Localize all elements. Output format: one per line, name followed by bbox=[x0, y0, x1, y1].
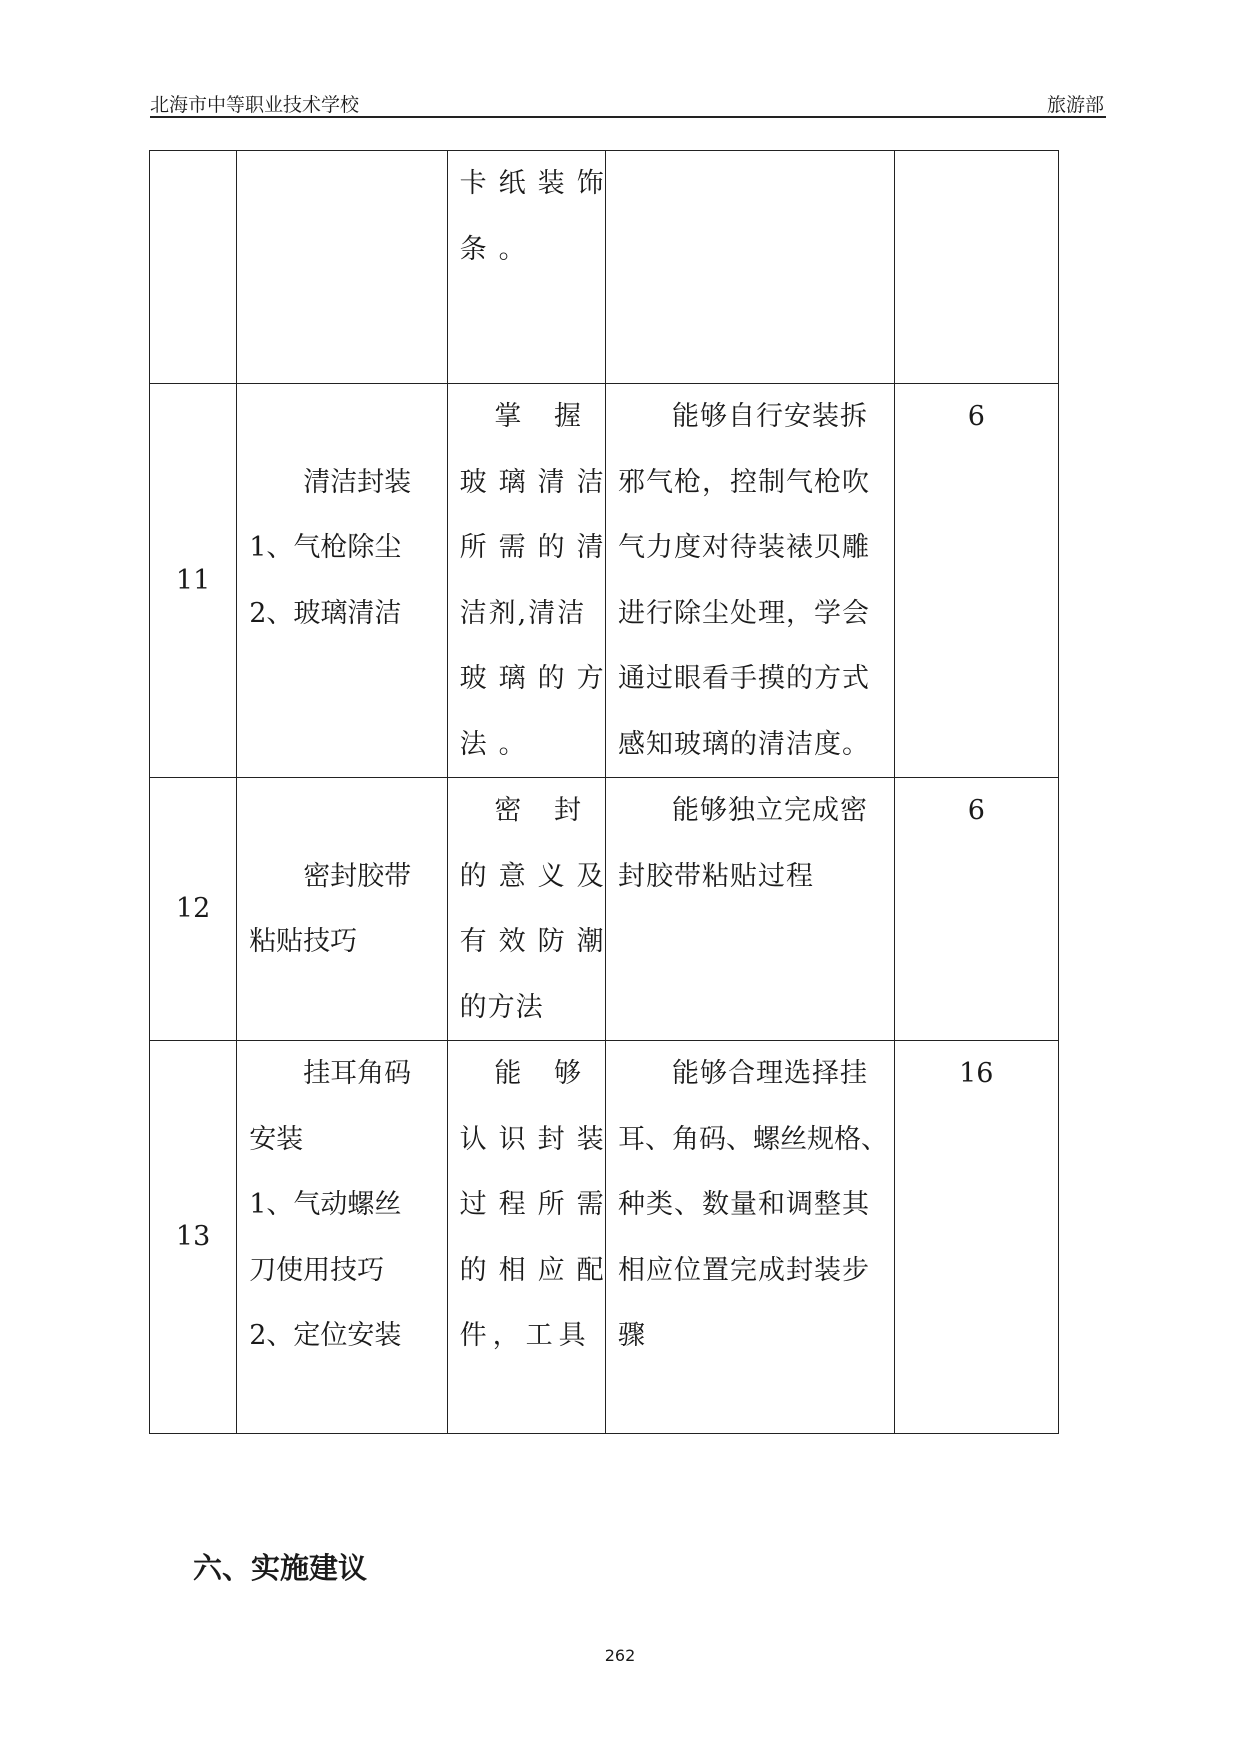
knowledge-cell bbox=[447, 384, 616, 778]
skills-line: 耳、角码、螺丝规格、 bbox=[617, 1123, 888, 1155]
table-row bbox=[150, 778, 1059, 1041]
skills-line: 骤 bbox=[617, 1320, 646, 1351]
row-number: 13 bbox=[150, 1041, 237, 1434]
skills-line: 能够自行安装拆 bbox=[671, 401, 868, 432]
knowledge-line: 的意义及 bbox=[459, 860, 616, 892]
knowledge-line: 有效防潮 bbox=[459, 926, 616, 957]
skills-line: 感知玻璃的清洁度。 bbox=[617, 728, 870, 760]
knowledge-line: 掌 握 bbox=[494, 401, 593, 432]
knowledge-line: 的方法 bbox=[459, 991, 544, 1023]
content-line: 1、气动螺丝 bbox=[249, 1189, 402, 1220]
content-cell bbox=[237, 384, 447, 778]
section-title: 六、实施建议 bbox=[193, 1551, 368, 1585]
knowledge-line: 卡纸装饰 bbox=[459, 168, 616, 199]
skills-line: 能够合理选择挂 bbox=[671, 1058, 868, 1089]
row-number: 11 bbox=[150, 384, 237, 778]
content-line bbox=[249, 384, 434, 450]
skills-cell bbox=[605, 778, 894, 1041]
skills-line: 种类、数量和调整其 bbox=[617, 1189, 870, 1220]
row-number bbox=[150, 151, 237, 384]
knowledge-cell bbox=[447, 151, 616, 384]
skills-line: 通过眼看手摸的方式 bbox=[617, 663, 870, 694]
knowledge-line: 所需的清 bbox=[459, 532, 616, 563]
hours-cell: 6 bbox=[894, 778, 1058, 1041]
skills-cell bbox=[605, 384, 894, 778]
content-line: 2、玻璃清洁 bbox=[249, 597, 402, 629]
content-line: 刀使用技巧 bbox=[249, 1254, 385, 1286]
row-number: 12 bbox=[150, 778, 237, 1041]
table-row bbox=[150, 151, 1059, 384]
knowledge-cell bbox=[447, 1041, 616, 1434]
knowledge-line: 过程所需 bbox=[459, 1189, 616, 1220]
skills-cell bbox=[605, 1041, 894, 1434]
department-name: 旅游部 bbox=[1046, 94, 1104, 116]
content-line: 密封胶带 bbox=[303, 860, 412, 892]
knowledge-line: 件，工具 bbox=[459, 1320, 592, 1351]
knowledge-line: 能 够 bbox=[494, 1058, 593, 1089]
knowledge-line: 条。 bbox=[459, 233, 538, 265]
content-line: 粘贴技巧 bbox=[249, 926, 358, 957]
content-cell bbox=[237, 778, 447, 1041]
knowledge-line: 认识封装 bbox=[459, 1123, 616, 1155]
content-line: 清洁封装 bbox=[303, 466, 412, 498]
content-line bbox=[249, 778, 434, 844]
skills-line: 封胶带粘贴过程 bbox=[617, 860, 814, 892]
curriculum-table bbox=[149, 150, 1059, 1434]
skills-cell bbox=[605, 151, 894, 384]
knowledge-line: 洁剂,清洁 bbox=[459, 597, 587, 629]
content-line: 安装 bbox=[249, 1123, 304, 1155]
content-cell bbox=[237, 151, 447, 384]
skills-line: 相应位置完成封装步 bbox=[617, 1254, 870, 1286]
hours-cell bbox=[894, 151, 1058, 384]
knowledge-cell bbox=[447, 778, 616, 1041]
skills-line: 能够独立完成密 bbox=[671, 795, 868, 826]
skills-line: 进行除尘处理，学会 bbox=[617, 597, 870, 629]
page-header bbox=[150, 86, 1106, 118]
table-row bbox=[150, 1041, 1059, 1434]
knowledge-line: 法。 bbox=[459, 728, 538, 760]
page-number: 262 bbox=[604, 1646, 636, 1665]
content-line: 1、气枪除尘 bbox=[249, 532, 402, 563]
hours-cell: 16 bbox=[894, 1041, 1058, 1434]
content-line: 2、定位安装 bbox=[249, 1320, 402, 1351]
knowledge-line: 密 封 bbox=[494, 795, 593, 826]
hours-cell: 6 bbox=[894, 384, 1058, 778]
skills-line: 邪气枪，控制气枪吹 bbox=[617, 466, 870, 498]
table-row bbox=[150, 384, 1059, 778]
knowledge-line: 玻璃清洁 bbox=[459, 466, 616, 498]
knowledge-line: 的相应配 bbox=[459, 1254, 616, 1286]
school-name: 北海市中等职业技术学校 bbox=[150, 94, 360, 116]
knowledge-line: 玻璃的方 bbox=[459, 663, 616, 694]
content-line: 挂耳角码 bbox=[303, 1058, 412, 1089]
skills-line: 气力度对待装裱贝雕 bbox=[617, 532, 870, 563]
content-cell bbox=[237, 1041, 447, 1434]
